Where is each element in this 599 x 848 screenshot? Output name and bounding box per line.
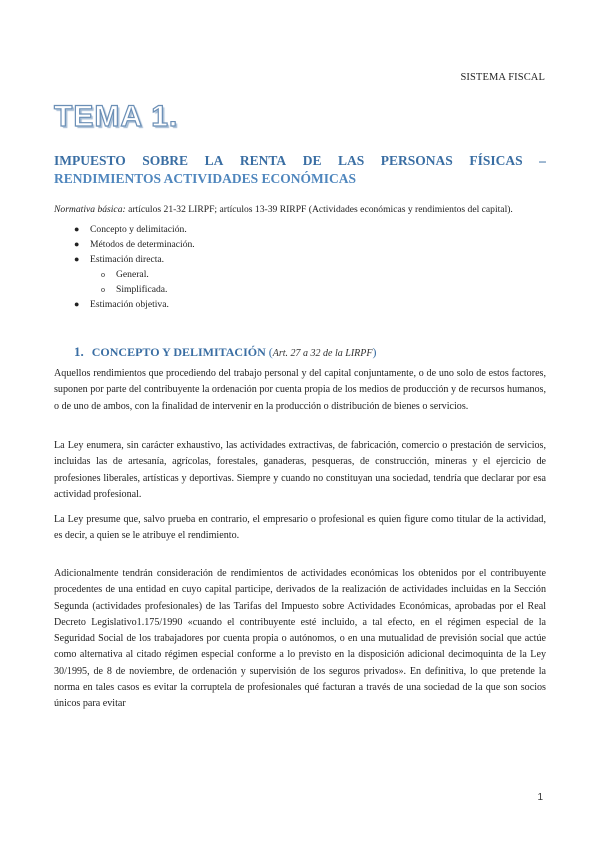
bullet-icon: ● (74, 224, 80, 234)
bullet-icon: ● (74, 254, 80, 264)
paragraph: La Ley enumera, sin carácter exhaustivo, las actividades extractivas, de fabricación, comercio o prestación de servicios, incluidas las de artesanía, agrícolas, forestales, ganaderas, pesqueras, de construcción, mineras y el ejercicio de profesiones liberales, artísticas y deportivas. Siempre y cuando no constituyan una sociedad, tendría que declarar por esa actividad profesional. (54, 440, 546, 500)
bullet-icon: ● (74, 239, 80, 249)
paragraph: Aquellos rendimientos que procediendo del trabajo personal y del capital conjuntamente, o de uno solo de estos factores, suponen por parte del contribuyente la ordenación por cuenta propia de los medios de producción y de recursos humanos, o de uno de ambos, con la finalidad de intervenir en la producción o distribución de bienes o servicios. (54, 368, 546, 412)
title-line-2: RENDIMIENTOS ACTIVIDADES ECONÓMICAS (54, 171, 357, 186)
title-word: DE (302, 153, 322, 168)
list-item: ● Concepto y delimitación. (74, 224, 187, 235)
title-word: – (539, 153, 546, 168)
document-title (54, 152, 546, 188)
title-word: LA (204, 153, 224, 168)
page-number: 1 (537, 792, 543, 803)
normativa-line (54, 203, 554, 216)
section-title: CONCEPTO Y DELIMITACIÓN (91, 345, 266, 359)
title-word: PERSONAS (380, 153, 453, 168)
title-word: RENTA (239, 153, 287, 168)
section-number: 1. (74, 344, 84, 359)
title-line-1 (54, 152, 546, 170)
list-item: ● Estimación objetiva. (74, 299, 169, 310)
chapter-heading: TEMA 1. (54, 100, 179, 133)
paragraph: Adicionalmente tendrán consideración de rendimientos de actividades económicas los obtenidos por el contribuyente procedentes de una entidad en cuyo capital participe, derivados de la realización de actividades incluidas en la Sección Segunda (actividades profesionales) de las Tarifas del Impuesto sobre Actividades Económicas, aprobadas por el Real Decreto Legislativo1.175/1990 «cuando el contribuyente esté incluido, a tal efecto, en el régimen especial de la Seguridad Social de los trabajadores por cuenta propia o autónomos, o en una mutualidad de previsión social que actúe como alternativa al citado régimen especial conforme a lo previsto en la disposición adicional decimoquinta de la Ley 30/1995, de 8 de noviembre, de ordenación y supervisión de los seguros privados». En definitiva, lo que pretende la norma en tales casos es evitar la corruptela de profesionales qué facturan a través de una sociedad de la que son socios únicos para evitar (54, 568, 546, 710)
sub-list-item: o Simplificada. (101, 284, 168, 295)
title-word: FÍSICAS (469, 153, 523, 168)
circle-bullet-icon: o (101, 285, 105, 294)
paragraph: La Ley presume que, salvo prueba en contrario, el empresario o profesional es quien figure como titular de la actividad, es decir, a quien se le atribuye el rendimiento. (54, 514, 546, 542)
bullet-icon: ● (74, 299, 80, 309)
title-word: IMPUESTO (54, 153, 126, 168)
title-word: SOBRE (142, 153, 189, 168)
normativa-label: Normativa básica: (54, 204, 126, 215)
list-item: ● Estimación directa. (74, 254, 165, 265)
section-heading: 1. CONCEPTO Y DELIMITACIÓN (Art. 27 a 32 de la LIRPF) (74, 344, 377, 359)
normativa-text: artículos 21-32 LIRPF; artículos 13-39 RIRPF (Actividades económicas y rendimientos del capital). (125, 204, 513, 215)
circle-bullet-icon: o (101, 270, 105, 279)
topic-list (74, 222, 195, 312)
section-reference: Art. 27 a 32 de la LIRPF (272, 348, 373, 359)
running-header: SISTEMA FISCAL (460, 72, 545, 83)
list-item: ● Métodos de determinación. (74, 239, 195, 250)
sub-list-item: o General. (101, 269, 149, 280)
title-word: LAS (338, 153, 365, 168)
